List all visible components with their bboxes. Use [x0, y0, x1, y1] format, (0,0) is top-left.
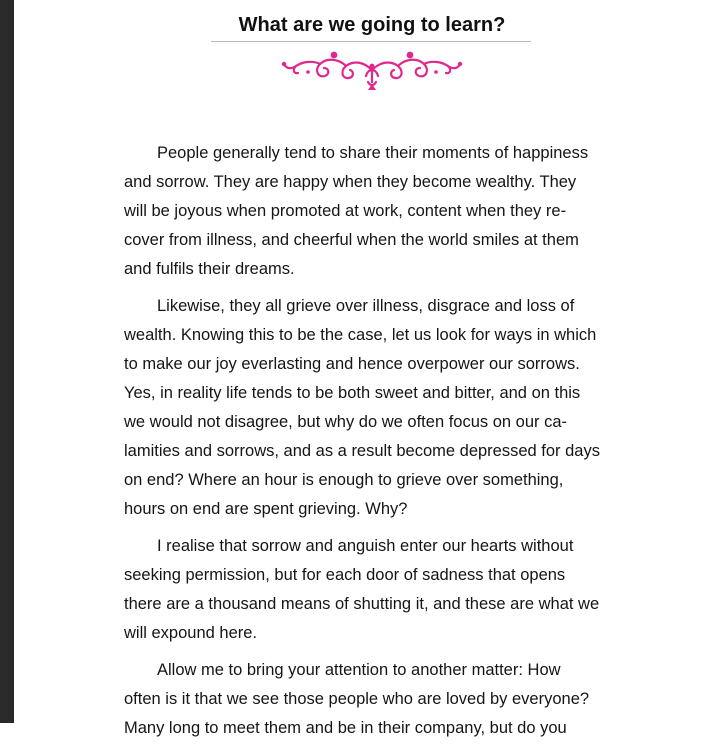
paragraph-2: [124, 292, 617, 524]
text-line: will expound here.: [124, 624, 257, 642]
text-line: and sorrow. They are happy when they become wealthy. They: [124, 173, 577, 191]
text-line: to make our joy everlasting and hence overpower our sorrows.: [124, 355, 580, 373]
text-line: People generally tend to share their moments of happiness: [157, 144, 589, 162]
title-underline: [211, 41, 531, 42]
text-line: seeking permission, but for each door of sadness that opens: [124, 566, 566, 584]
page-title: What are we going to learn?: [238, 14, 506, 36]
text-line: will be joyous when promoted at work, content when they re-: [124, 202, 567, 220]
page-left-edge: [0, 0, 14, 723]
text-line: there are a thousand means of shutting it, and these are what we: [124, 595, 600, 613]
text-line: I realise that sorrow and anguish enter our hearts without: [157, 537, 574, 555]
text-line: Many long to meet them and be in their company, but do you: [124, 719, 567, 737]
text-line: Allow me to bring your attention to another matter: How: [157, 661, 561, 679]
body-text: [124, 139, 617, 751]
text-line: hours on end are spent grieving. Why?: [124, 500, 408, 518]
text-line: lamities and sorrows, and as a result become depressed for days: [124, 442, 600, 460]
text-line: often is it that we see those people who are loved by everyone?: [124, 690, 590, 708]
text-line: we would not disagree, but why do we often focus on our ca-: [124, 413, 568, 431]
text-line: on end? Where an hour is enough to grieve over something,: [124, 471, 564, 489]
decorative-flourish-icon: [280, 46, 464, 92]
paragraph-3: [124, 532, 617, 648]
paragraph-4: [124, 656, 617, 743]
paragraph-1: [124, 139, 617, 284]
text-line: cover from illness, and cheerful when the world smiles at them: [124, 231, 579, 249]
text-line: wealth. Knowing this to be the case, let us look for ways in which: [124, 326, 597, 344]
book-page: [14, 0, 703, 737]
text-line: Likewise, they all grieve over illness, disgrace and loss of: [157, 297, 575, 315]
text-line: and fulfils their dreams.: [124, 260, 295, 278]
text-line: Yes, in reality life tends to be both sweet and bitter, and on this: [124, 384, 581, 402]
